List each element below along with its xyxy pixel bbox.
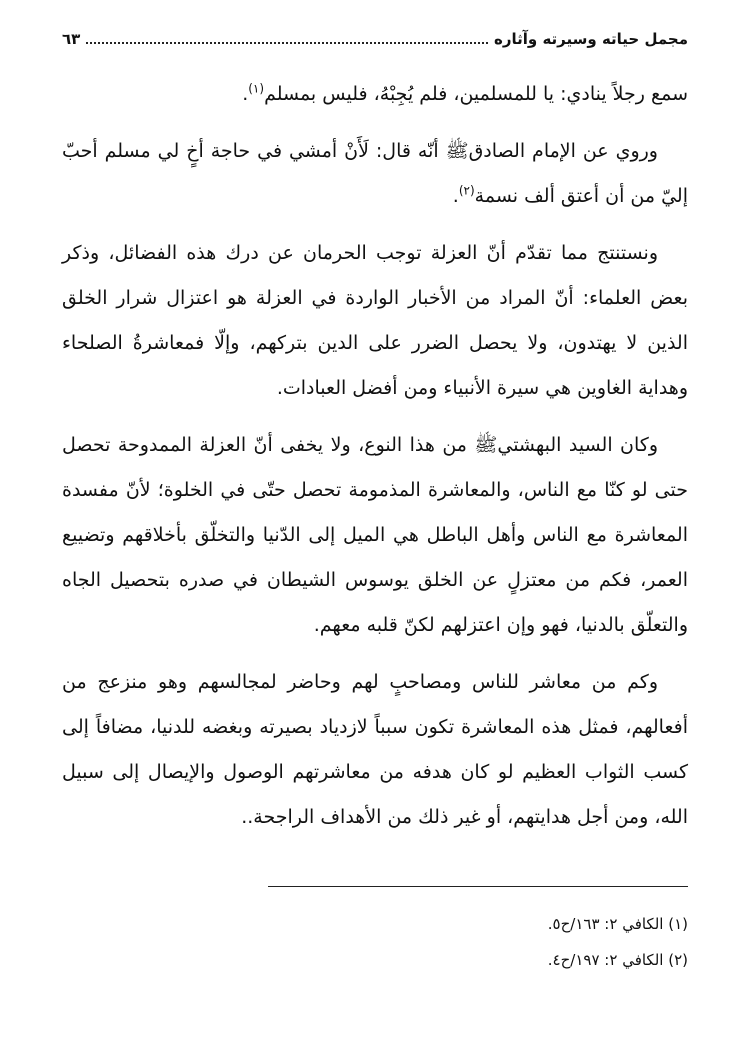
page-number: ٦٣	[62, 30, 81, 48]
paragraph: وكم من معاشر للناس ومصاحبٍ لهم وحاضر لمجالسهم وهو منزعج من أفعالهم، فمثل هذه المعاشرة تكون سبباً لازدياد بصيرته وبغضه للدنيا، مضافاً إلى كسب الثواب العظيم لو كان هدفه من معاشرتهم الوصول والإيصال إلى سبيل الله، ومن أجل هدايتهم، أو غير ذلك من الأهداف الراجحة..	[62, 671, 688, 828]
footnote: (١) الكافي ٢: ١٦٣/ح٥.	[547, 915, 688, 933]
running-head-title: مجمل حياته وسيرته وآثاره	[494, 30, 688, 48]
paragraph: ونستنتج مما تقدّم أنّ العزلة توجب الحرمان عن درك هذه الفضائل، وذكر بعض العلماء: أنّ المراد من الأخبار الواردة في العزلة هو اعتزال شرار الخلق الذين لا يهتدون، ولا يحصل الضرر على الدين بتركهم، وإلّا فمعاشرةُ الصلحاء وهداية الغاوين هي سيرة الأنبياء ومن أفضل العبادات.	[62, 242, 688, 399]
paragraph	[62, 129, 688, 219]
footnote-reference: (٢)	[458, 183, 475, 198]
footnote-reference: (١)	[248, 81, 265, 96]
footnote: (٢) الكافي ٢: ١٩٧/ح٤.	[547, 951, 688, 969]
paragraph-text: وروي عن الإمام الصادق‌ﷺ أنّه قال: لَأَنْ أمشي في حاجة أخٍ لي مسلم أحبّ إليّ من أن أعتق ألف نسمة	[62, 140, 688, 207]
running-header	[62, 30, 688, 54]
paragraph: وكان السيد البهشتي‌ﷺ من هذا النوع، ولا يخفى أنّ العزلة الممدوحة تحصل حتى لو كنّا مع الناس، والمعاشرة المذمومة تحصل حتّى في الخلوة؛ لأنّ مفسدة المعاشرة مع الناس وأهل الباطل هي الميل إلى الدّنيا والتخلّق بأخلاقهم وتضييع العمر، فكم من معتزلٍ عن الخلق يوسوس الشيطان في صدره بتحصيل الجاه والتعلّق بالدنيا، فهو وإن اعتزلهم لكنّ قلبه معهم.	[62, 434, 688, 636]
paragraph-text-end: .	[242, 83, 249, 105]
main-text	[62, 72, 688, 852]
paragraph	[62, 72, 688, 117]
paragraph-text-end: .	[452, 185, 459, 207]
footnote-separator	[268, 886, 688, 887]
footnotes	[62, 906, 688, 978]
leader-dots	[86, 42, 488, 44]
paragraph-text: سمع رجلاً ينادي: يا للمسلمين، فلم يُجِبْهُ، فليس بمسلم	[264, 83, 688, 105]
